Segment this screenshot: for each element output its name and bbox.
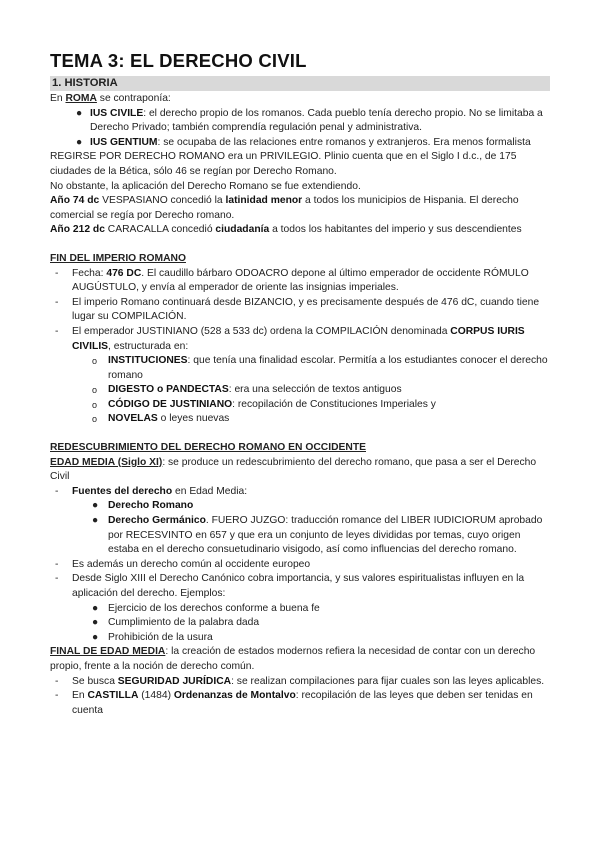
final-edad-media-heading: FINAL DE EDAD MEDIA <box>50 646 166 658</box>
term: Ordenanzas de Montalvo <box>173 690 296 702</box>
term: Derecho Romano <box>108 500 194 512</box>
list-item <box>50 325 550 354</box>
bullet-marker: ● <box>92 617 99 629</box>
list-item <box>50 558 550 573</box>
dash-marker: - <box>55 485 59 497</box>
text: El emperador JUSTINIANO (528 a 533 dc) ordena la COMPILACIÓN denominada <box>72 325 451 337</box>
list-item <box>50 412 550 427</box>
dash-marker: - <box>55 690 59 702</box>
section-heading-fin-imperio: FIN DEL IMPERIO ROMANO <box>50 252 186 264</box>
text: : era una selección de textos antiguos <box>228 384 402 396</box>
paragraph <box>50 645 550 674</box>
circle-marker: o <box>92 399 98 410</box>
dash-marker: - <box>55 267 59 279</box>
text: : se ocupaba de las relaciones entre romanos y extranjeros. Era menos formalista <box>157 136 531 148</box>
list-item <box>50 499 550 514</box>
list-item <box>50 136 550 151</box>
dash-marker: - <box>55 675 59 687</box>
paragraph: REGIRSE POR DERECHO ROMANO era un PRIVILEGIO. Plinio cuenta que en el Siglo I d.c., de 175 ciudades de la Bética, sólo 46 se regían por Derecho Romano. <box>50 151 517 177</box>
paragraph-roma <box>50 92 550 107</box>
text: Fecha: <box>72 267 107 279</box>
ius-list <box>50 107 550 151</box>
text: En <box>72 690 88 702</box>
text: a todos los municipios de Hispania. El derecho comercial se regía por Derecho romano. <box>50 195 519 221</box>
text: En <box>50 93 66 104</box>
paragraph <box>50 194 550 223</box>
text: : se realizan compilaciones para fijar cuales son las leyes aplicables. <box>231 675 545 687</box>
text: : el derecho propio de los romanos. Cada pueblo tenía derecho propio. No se limitaba a Derecho Privado; también comprendía regulación penal y administrativa. <box>90 107 543 134</box>
text: El imperio Romano continuará desde BIZANCIO, y es precisamente después de 476 dC, cuando tiene lugar su COMPILACIÓN. <box>72 296 540 323</box>
list-item <box>50 631 550 646</box>
text: Cumplimiento de la palabra dada <box>108 617 260 629</box>
paragraph: No obstante, la aplicación del Derecho Romano se fue extendiendo. <box>50 180 361 192</box>
term: CORPUS IURIS CIVILIS <box>72 325 525 352</box>
spacer <box>50 427 550 441</box>
list-item <box>50 572 550 601</box>
final-edad-media-list <box>50 675 550 719</box>
term: SEGURIDAD JURÍDICA <box>117 675 232 687</box>
term: Fuentes del derecho <box>72 485 173 497</box>
text: Ejercicio de los derechos conforme a buena fe <box>108 602 320 614</box>
term: DIGESTO o PANDECTAS <box>108 384 229 396</box>
list-item <box>50 267 550 296</box>
list-item <box>50 616 550 631</box>
text: CARACALLA concedió <box>104 224 216 236</box>
dash-marker: - <box>55 558 59 570</box>
list-item <box>50 675 550 690</box>
text: Desde Siglo XIII el Derecho Canónico cobra importancia, y sus valores espiritualistas influyen en la aplicación del derecho. Ejemplos: <box>72 573 525 599</box>
list-item <box>50 354 550 383</box>
term: Año 212 dc <box>50 224 105 236</box>
term: IUS GENTIUM <box>90 136 158 148</box>
bullet-marker: ● <box>92 602 99 614</box>
list-item <box>50 107 550 136</box>
text: Se busca <box>72 675 118 687</box>
text: (1484) <box>138 690 174 702</box>
roma-term: ROMA <box>65 93 97 104</box>
document-page <box>50 50 550 718</box>
text: VESPASIANO concedió la <box>99 195 226 207</box>
text: : recopilación de las leyes que deben ser tenidas en cuenta <box>72 690 533 716</box>
bullet-marker: ● <box>76 107 83 119</box>
page-title: TEMA 3: EL DERECHO CIVIL <box>50 50 307 71</box>
bullet-marker: ● <box>92 515 99 527</box>
list-item <box>50 296 550 325</box>
term: NOVELAS <box>108 413 158 425</box>
text: a todos los habitantes del imperio y sus descendientes <box>269 224 522 236</box>
circle-marker: o <box>92 385 98 396</box>
edad-media-list <box>50 485 550 646</box>
text: o leyes nuevas <box>157 413 230 425</box>
term: latinidad menor <box>225 195 303 207</box>
dash-marker: - <box>55 296 59 308</box>
term: INSTITUCIONES <box>108 355 188 367</box>
bullet-marker: ● <box>92 500 99 512</box>
list-item <box>50 485 550 500</box>
text: : que tenía una finalidad escolar. Permitía a los estudiantes conocer el derecho romano <box>108 355 548 381</box>
text: . El caudillo bárbaro ODOACRO depone al último emperador de occidente RÓMULO AUGÚSTULO, y envía al emperador de oriente las insignias imperiales. <box>72 267 529 294</box>
section-heading-historia: 1. HISTORIA <box>50 76 550 91</box>
text: se contraponía: <box>96 93 171 104</box>
text: Prohibición de la usura <box>108 631 213 643</box>
paragraph <box>50 223 550 238</box>
circle-marker: o <box>92 414 98 425</box>
text: en Edad Media: <box>172 485 248 497</box>
text: : se produce un redescubrimiento del derecho romano, que pasa a ser el Derecho Civil <box>50 456 537 483</box>
bullet-marker: ● <box>76 136 83 148</box>
dash-marker: - <box>55 573 59 585</box>
list-item <box>50 383 550 398</box>
text: , estructurada en: <box>108 340 189 352</box>
section-heading-redescubrimiento: REDESCUBRIMIENTO DEL DERECHO ROMANO EN OCCIDENTE <box>50 442 366 454</box>
dash-marker: - <box>55 325 59 337</box>
list-item <box>50 689 550 718</box>
term: Derecho Germánico <box>108 515 206 527</box>
term: CASTILLA <box>87 690 139 702</box>
term: IUS CIVILE <box>90 107 144 119</box>
circle-marker: o <box>92 356 98 367</box>
term: ciudadanía <box>215 224 270 236</box>
text: : la creación de estados modernos refiera la necesidad de contar con un derecho propio, frente a la noción de derecho común. <box>50 646 536 672</box>
list-item <box>50 514 550 558</box>
edad-media-heading: EDAD MEDIA (Siglo XI) <box>50 456 163 468</box>
bullet-marker: ● <box>92 631 99 643</box>
paragraph <box>50 456 550 485</box>
list-item <box>50 398 550 413</box>
text: Es además un derecho común al occidente europeo <box>72 558 311 570</box>
text: . FUERO JUZGO: traducción romance del LIBER IUDICIORUM aprobado por RECESVINTO en 657 y que era un conjunto de leyes divididas por temas, cuyo origen estaba en el derecho consuetudinario visigodo, así como influencias del derecho romano. <box>108 515 543 556</box>
term: 476 DC <box>106 267 142 279</box>
fin-imperio-list <box>50 267 550 428</box>
list-item <box>50 602 550 617</box>
term: CÓDIGO DE JUSTINIANO <box>108 398 233 410</box>
term: Año 74 dc <box>50 195 100 207</box>
spacer <box>50 238 550 252</box>
text: : recopilación de Constituciones Imperiales y <box>232 398 436 410</box>
